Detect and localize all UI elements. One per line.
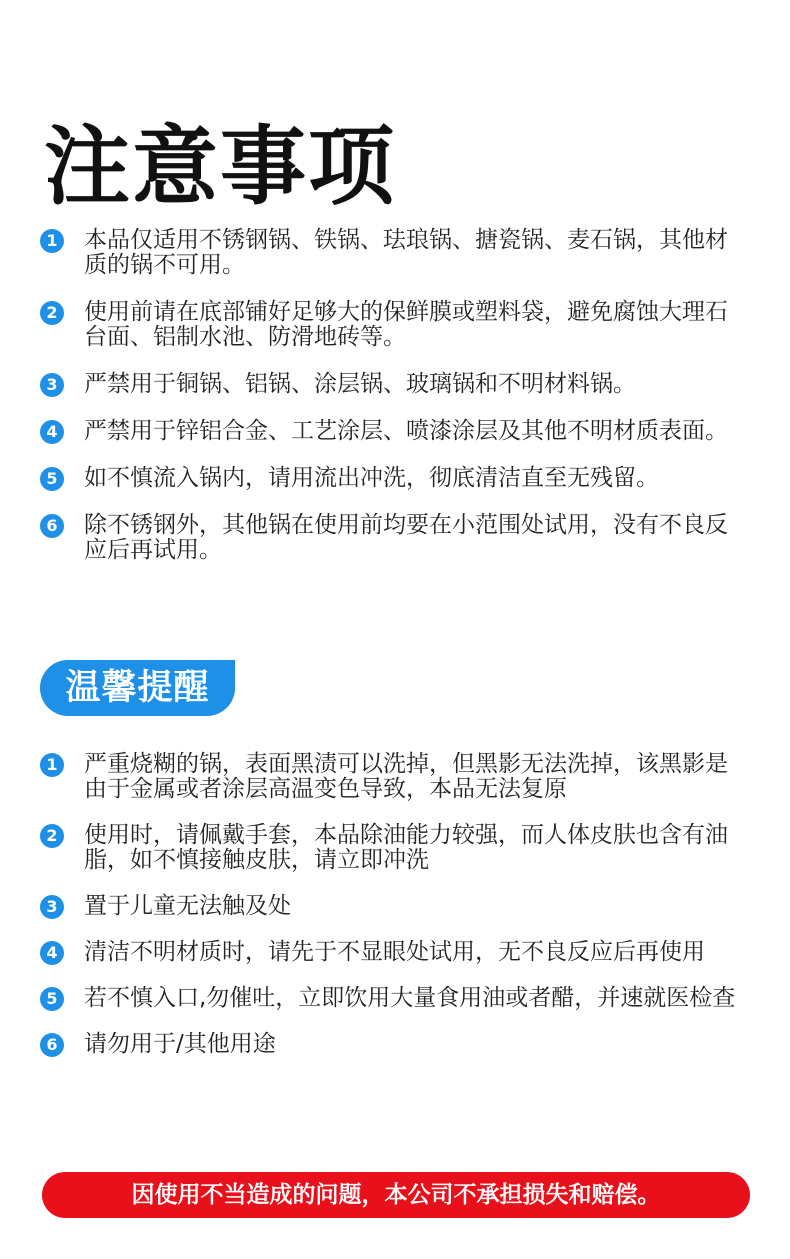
- number-badge: 2: [40, 824, 64, 848]
- number-badge: 6: [40, 1033, 64, 1057]
- number-badge: 5: [40, 467, 64, 491]
- item-text: 清洁不明材质时，请先于不显眼处试用，无不良反应后再使用: [84, 939, 705, 965]
- item-text: 若不慎入口,勿催吐，立即饮用大量食用油或者醋，并速就医检查: [84, 985, 736, 1011]
- list-item: [40, 228, 740, 278]
- item-text: 如不慎流入锅内，请用流出冲洗，彻底清洁直至无残留。: [84, 465, 659, 491]
- number-badge: 3: [40, 895, 64, 919]
- number-badge: 4: [40, 941, 64, 965]
- list-item: [40, 894, 740, 919]
- number-badge: 1: [40, 229, 64, 253]
- item-text: 使用前请在底部铺好足够大的保鲜膜或塑料袋，避免腐蚀大理石台面、铝制水池、防滑地砖等。: [84, 299, 728, 350]
- list-item: [40, 940, 740, 965]
- list-item: [40, 986, 740, 1011]
- item-text: 置于儿童无法触及处: [84, 893, 291, 919]
- list-item: [40, 1032, 740, 1057]
- number-badge: 6: [40, 514, 64, 538]
- disclaimer-banner: 因使用不当造成的问题，本公司不承担损失和赔偿。: [42, 1172, 750, 1218]
- page-title: 注意事项: [44, 116, 396, 217]
- item-text: 本品仅适用不锈钢锅、铁锅、珐琅锅、搪瓷锅、麦石锅，其他材质的锅不可用。: [84, 227, 728, 278]
- list-item: [40, 513, 740, 563]
- number-badge: 5: [40, 987, 64, 1011]
- item-text: 请勿用于/其他用途: [84, 1031, 276, 1057]
- item-text: 严重烧糊的锅，表面黑渍可以洗掉，但黑影无法洗掉，该黑影是由于金属或者涂层高温变色导致，本品无法复原: [84, 751, 728, 802]
- number-badge: 3: [40, 373, 64, 397]
- item-text: 严禁用于铜锅、铝锅、涂层锅、玻璃锅和不明材料锅。: [84, 371, 636, 397]
- number-badge: 1: [40, 753, 64, 777]
- list-item: [40, 372, 740, 397]
- item-text: 严禁用于锌铝合金、工艺涂层、喷漆涂层及其他不明材质表面。: [84, 418, 728, 444]
- item-text: 除不锈钢外，其他锅在使用前均要在小范围处试用，没有不良反应后再试用。: [84, 512, 728, 563]
- list-item: [40, 466, 740, 491]
- number-badge: 4: [40, 420, 64, 444]
- number-badge: 2: [40, 301, 64, 325]
- list-item: [40, 752, 740, 802]
- tips-list: [40, 752, 740, 1078]
- list-item: [40, 419, 740, 444]
- precautions-list: [40, 228, 740, 585]
- list-item: [40, 300, 740, 350]
- tips-heading-badge: 温馨提醒: [40, 660, 235, 716]
- item-text: 使用时，请佩戴手套，本品除油能力较强，而人体皮肤也含有油脂，如不慎接触皮肤，请立即冲洗: [84, 822, 728, 873]
- list-item: [40, 823, 740, 873]
